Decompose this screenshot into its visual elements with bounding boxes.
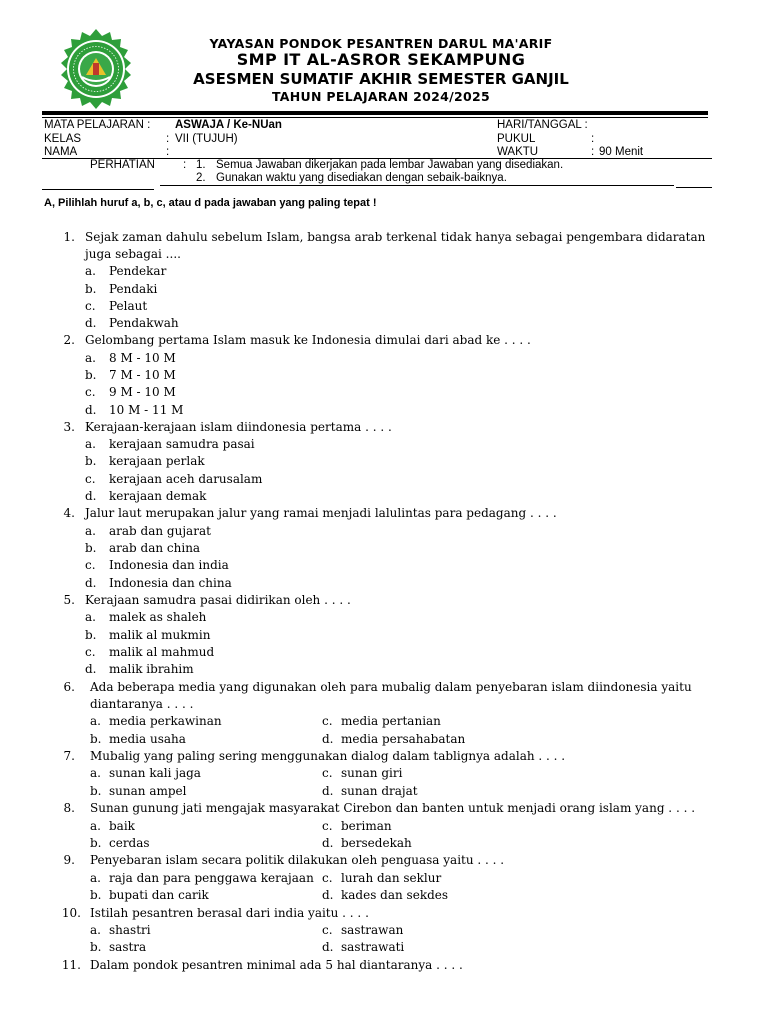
class-value: VII (TUJUH): [175, 133, 238, 145]
school-logo-icon: [48, 29, 144, 109]
option-text: shastri: [109, 923, 151, 937]
exam-title: ASESMEN SUMATIF AKHIR SEMESTER GANJIL: [193, 70, 569, 88]
question-number: 6.: [63, 680, 75, 694]
question-number: 1.: [63, 230, 75, 244]
question-text: Kerajaan-kerajaan islam diindonesia pertama . . . .: [85, 420, 392, 434]
option-letter: c.: [85, 299, 96, 313]
subject-value: ASWAJA / Ke-NUan: [175, 119, 282, 131]
option-text: sunan giri: [341, 766, 403, 780]
option-text: sunan ampel: [109, 784, 187, 798]
option-letter: b.: [85, 368, 97, 382]
class-label: KELAS: [44, 133, 82, 145]
option-letter: d.: [322, 732, 334, 746]
notice-colon: :: [183, 159, 187, 171]
option-letter: a.: [90, 923, 101, 937]
question-number: 10.: [61, 906, 81, 920]
option-letter: a.: [90, 766, 101, 780]
time-colon: :: [591, 133, 595, 145]
option-letter: c.: [322, 923, 333, 937]
option-letter: b.: [90, 888, 102, 902]
option-text: sastra: [109, 940, 147, 954]
academic-year: TAHUN PELAJARAN 2024/2025: [271, 89, 491, 104]
time-label: PUKUL: [497, 133, 536, 145]
option-letter: c.: [322, 766, 333, 780]
option-letter: c.: [322, 871, 333, 885]
option-letter: d.: [85, 403, 97, 417]
question-text: Sunan gunung jati mengajak masyarakat Cirebon dan banten untuk menjadi orang islam yang . . . .: [90, 801, 696, 815]
option-text: cerdas: [109, 836, 150, 850]
option-text: sunan kali jaga: [109, 766, 201, 780]
option-text: Indonesia dan china: [109, 576, 232, 590]
option-text: beriman: [341, 819, 392, 833]
instruction-text: A, Pilihlah huruf a, b, c, atau d pada jawaban yang paling tepat !: [44, 197, 377, 209]
option-letter: b.: [90, 836, 102, 850]
option-letter: a.: [90, 871, 101, 885]
option-letter: d.: [322, 836, 334, 850]
subject-label: MATA PELAJARAN :: [44, 119, 151, 131]
date-label: HARI/TANGGAL :: [497, 119, 588, 131]
duration-label: WAKTU: [497, 146, 539, 158]
option-text: Pendekar: [109, 264, 167, 278]
question-text: Gelombang pertama Islam masuk ke Indonesia dimulai dari abad ke . . . .: [85, 333, 531, 347]
option-letter: c.: [85, 645, 96, 659]
question-text: Jalur laut merupakan jalur yang ramai menjadi lalulintas para pedagang . . . .: [85, 506, 557, 520]
question-number: 11.: [61, 958, 81, 972]
question-number: 5.: [63, 593, 75, 607]
duration-colon: :: [591, 146, 595, 158]
option-text: 8 M - 10 M: [109, 351, 176, 365]
option-letter: d.: [322, 940, 334, 954]
option-text: sastrawati: [341, 940, 405, 954]
option-text: media usaha: [109, 732, 186, 746]
option-text: Pelaut: [109, 299, 148, 313]
question-number: 2.: [63, 333, 75, 347]
question-number: 7.: [63, 749, 75, 763]
option-text: bupati dan carik: [109, 888, 209, 902]
option-letter: d.: [85, 662, 97, 676]
notice-underline-right: [676, 187, 712, 188]
option-text: Pendaki: [109, 282, 158, 296]
school-name: SMP IT AL-ASROR SEKAMPUNG: [236, 50, 526, 69]
name-colon: :: [166, 146, 170, 158]
option-text: lurah dan seklur: [341, 871, 442, 885]
option-letter: d.: [85, 489, 97, 503]
option-letter: a.: [85, 610, 96, 624]
option-text: malik ibrahim: [109, 662, 194, 676]
option-text: arab dan china: [109, 541, 201, 555]
question-number: 4.: [63, 506, 75, 520]
option-text: sastrawan: [341, 923, 404, 937]
option-text: arab dan gujarat: [109, 524, 211, 538]
question-text: juga sebagai ....: [85, 247, 181, 261]
option-letter: b.: [90, 940, 102, 954]
option-letter: d.: [85, 576, 97, 590]
question-text: diantaranya . . . .: [90, 697, 194, 711]
option-text: Pendakwah: [109, 316, 179, 330]
option-text: baik: [109, 819, 135, 833]
option-letter: c.: [85, 385, 96, 399]
option-text: sunan drajat: [341, 784, 418, 798]
notice-1-text: Semua Jawaban dikerjakan pada lembar Jawaban yang disediakan.: [216, 159, 564, 171]
option-letter: b.: [85, 541, 97, 555]
option-letter: a.: [90, 714, 101, 728]
option-letter: a.: [85, 264, 96, 278]
notice-label: PERHATIAN: [90, 159, 155, 171]
option-letter: b.: [85, 282, 97, 296]
option-letter: d.: [322, 784, 334, 798]
header-rule-thick: [42, 111, 708, 115]
question-text: Istilah pesantren berasal dari india yaitu . . . .: [90, 906, 369, 920]
question-text: Dalam pondok pesantren minimal ada 5 hal diantaranya . . . .: [90, 958, 463, 972]
question-text: Kerajaan samudra pasai didirikan oleh . . . .: [85, 593, 351, 607]
notice-1-number: 1.: [196, 159, 206, 171]
option-text: malik al mukmin: [109, 628, 211, 642]
option-letter: c.: [85, 472, 96, 486]
option-text: malik al mahmud: [109, 645, 215, 659]
option-text: media pertanian: [341, 714, 441, 728]
option-letter: b.: [90, 784, 102, 798]
option-letter: b.: [85, 628, 97, 642]
notice-underline-left: [42, 189, 154, 190]
question-number: 9.: [63, 853, 75, 867]
option-letter: b.: [85, 454, 97, 468]
option-text: media persahabatan: [341, 732, 466, 746]
option-text: raja dan para penggawa kerajaan: [109, 871, 314, 885]
notice-2-text: Gunakan waktu yang disediakan dengan sebaik-baiknya.: [216, 172, 507, 184]
option-letter: c.: [322, 819, 333, 833]
option-text: 7 M - 10 M: [109, 368, 176, 382]
option-text: 9 M - 10 M: [109, 385, 176, 399]
name-label: NAMA: [44, 146, 78, 158]
option-text: 10 M - 11 M: [109, 403, 184, 417]
option-letter: c.: [85, 558, 96, 572]
option-letter: a.: [85, 524, 96, 538]
option-text: Indonesia dan india: [109, 558, 229, 572]
question-number: 8.: [63, 801, 75, 815]
option-text: kerajaan perlak: [109, 454, 205, 468]
question-number: 3.: [63, 420, 75, 434]
duration-value: 90 Menit: [599, 146, 644, 158]
option-letter: d.: [322, 888, 334, 902]
option-text: kerajaan aceh darusalam: [109, 472, 263, 486]
question-text: Penyebaran islam secara politik dilakukan oleh penguasa yaitu . . . .: [90, 853, 505, 867]
option-letter: a.: [90, 819, 101, 833]
header-rule-thin: [42, 117, 708, 118]
option-letter: a.: [85, 351, 96, 365]
question-text: Mubalig yang paling sering menggunakan dialog dalam tablignya adalah . . . .: [90, 749, 566, 763]
notice-2-number: 2.: [196, 172, 206, 184]
class-colon: :: [166, 133, 170, 145]
option-letter: b.: [90, 732, 102, 746]
option-text: kerajaan samudra pasai: [109, 437, 255, 451]
notice-underline: [160, 185, 674, 186]
option-text: bersedekah: [341, 836, 412, 850]
question-text: Ada beberapa media yang digunakan oleh para mubalig dalam penyebaran islam diindonesia yaitu: [90, 680, 692, 694]
option-letter: d.: [85, 316, 97, 330]
option-text: media perkawinan: [109, 714, 222, 728]
option-text: malek as shaleh: [109, 610, 207, 624]
option-letter: c.: [322, 714, 333, 728]
foundation-name: YAYASAN PONDOK PESANTREN DARUL MA'ARIF: [209, 36, 553, 51]
option-letter: a.: [85, 437, 96, 451]
question-text: Sejak zaman dahulu sebelum Islam, bangsa arab terkenal tidak hanya sebagai pengembara didaratan: [85, 230, 706, 244]
option-text: kades dan sekdes: [341, 888, 449, 902]
option-text: kerajaan demak: [109, 489, 207, 503]
